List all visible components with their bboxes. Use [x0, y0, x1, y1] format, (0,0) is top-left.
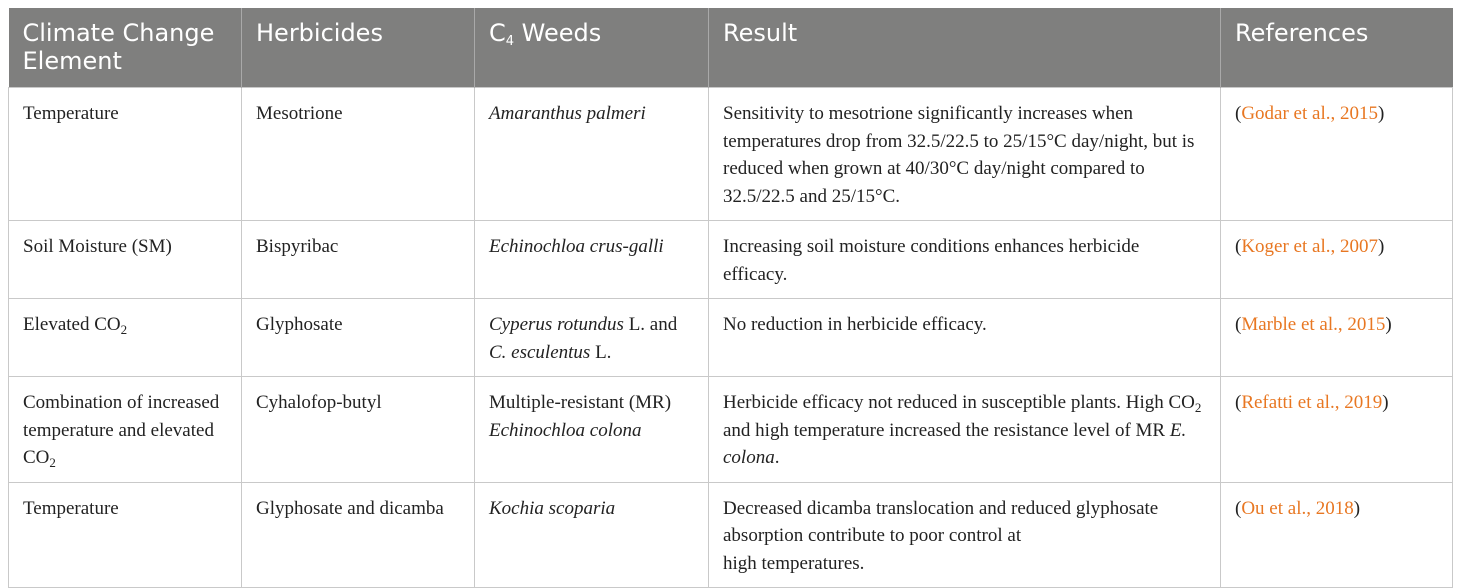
- header-weeds-prefix: C: [489, 19, 506, 47]
- reference-link[interactable]: Ou et al., 2018: [1241, 497, 1354, 519]
- cell-climate: [9, 299, 242, 377]
- result-text: Decreased dicamba translocation and reduced glyphosate absorption contribute to poor control at: [723, 497, 1159, 546]
- header-climate-change-element: Climate Change Element: [9, 8, 242, 88]
- cell-climate: Temperature: [9, 482, 242, 588]
- header-c4-weeds: [475, 8, 709, 88]
- cell-weed: [475, 221, 709, 299]
- table-header-row: [9, 8, 1453, 88]
- cell-herbicide: Glyphosate and dicamba: [242, 482, 475, 588]
- cell-result: No reduction in herbicide efficacy.: [709, 299, 1221, 377]
- cell-result: [709, 482, 1221, 588]
- cell-reference: [1221, 88, 1453, 221]
- table-row: [9, 221, 1453, 299]
- paren-close: ): [1353, 497, 1361, 519]
- cell-herbicide: Bispyribac: [242, 221, 475, 299]
- header-weeds-suffix: Weeds: [514, 19, 602, 47]
- reference-link[interactable]: Koger et al., 2007: [1241, 236, 1378, 257]
- cell-climate: [9, 377, 242, 483]
- cell-weed: [475, 482, 709, 588]
- cell-herbicide: Mesotrione: [242, 88, 475, 221]
- result-text: and high temperature increased the resistance level of MR: [723, 419, 1170, 441]
- weed-authority: L.: [590, 341, 612, 363]
- climate-subscript: 2: [49, 455, 56, 470]
- result-text: Herbicide efficacy not reduced in susceptible plants. High CO: [723, 392, 1195, 413]
- weed-species: Kochia scoparia: [489, 497, 616, 519]
- paren-open: (: [1235, 392, 1242, 413]
- paren-close: ): [1377, 236, 1385, 257]
- header-weeds-subscript: 4: [505, 34, 515, 49]
- weed-authority: L. and: [623, 314, 678, 335]
- table-row: [9, 299, 1453, 377]
- result-text: .: [774, 447, 780, 468]
- cell-herbicide: Glyphosate: [242, 299, 475, 377]
- cell-weed: [475, 299, 709, 377]
- weed-species: Echinochloa colona: [489, 419, 642, 441]
- reference-link[interactable]: Godar et al., 2015: [1241, 103, 1378, 124]
- cell-result: Increasing soil moisture conditions enhances herbicide efficacy.: [709, 221, 1221, 299]
- cell-weed: [475, 377, 709, 483]
- cell-climate: Soil Moisture (SM): [9, 221, 242, 299]
- reference-link[interactable]: Refatti et al., 2019: [1241, 392, 1383, 413]
- cell-herbicide: Cyhalofop-butyl: [242, 377, 475, 483]
- weed-species: Echinochloa crus-galli: [489, 236, 664, 257]
- weed-species: Amaranthus palmeri: [489, 103, 646, 124]
- climate-text: Combination of increased temperature and elevated CO: [23, 392, 220, 468]
- paren-close: ): [1377, 103, 1385, 124]
- result-species: E. colona: [723, 419, 1187, 468]
- table-row: [9, 377, 1453, 483]
- header-herbicides: Herbicides: [242, 8, 475, 88]
- cell-reference: [1221, 377, 1453, 483]
- table-row: [9, 482, 1453, 588]
- header-references: References: [1221, 8, 1453, 88]
- weed-species: C. esculentus: [489, 341, 591, 363]
- paren-open: (: [1235, 314, 1242, 335]
- weed-resistance-label: Multiple-resistant (MR): [489, 392, 672, 413]
- paren-open: (: [1235, 103, 1242, 124]
- cell-weed: [475, 88, 709, 221]
- reference-link[interactable]: Marble et al., 2015: [1241, 314, 1386, 335]
- climate-herbicide-table: [8, 8, 1453, 588]
- table-container: [8, 8, 1452, 588]
- cell-climate: Temperature: [9, 88, 242, 221]
- climate-subscript: 2: [120, 322, 128, 337]
- result-subscript: 2: [1194, 400, 1202, 415]
- climate-text: Elevated CO: [23, 314, 121, 335]
- cell-reference: [1221, 482, 1453, 588]
- paren-close: ): [1382, 392, 1389, 413]
- paren-close: ): [1385, 314, 1392, 335]
- cell-result: Sensitivity to mesotrione significantly increases when temperatures drop from 32.5/22.5 to 25/15°C day/night, but is reduced when grown at 40/30°C day/night compared to 32.5/22.5 and 25/15°C.: [709, 88, 1221, 221]
- cell-reference: [1221, 221, 1453, 299]
- cell-result: [709, 377, 1221, 483]
- weed-species: Cyperus rotundus: [489, 314, 624, 335]
- table-row: [9, 88, 1453, 221]
- paren-open: (: [1235, 236, 1242, 257]
- cell-reference: [1221, 299, 1453, 377]
- paren-open: (: [1235, 497, 1242, 519]
- result-text: high temperatures.: [723, 552, 865, 574]
- header-result: Result: [709, 8, 1221, 88]
